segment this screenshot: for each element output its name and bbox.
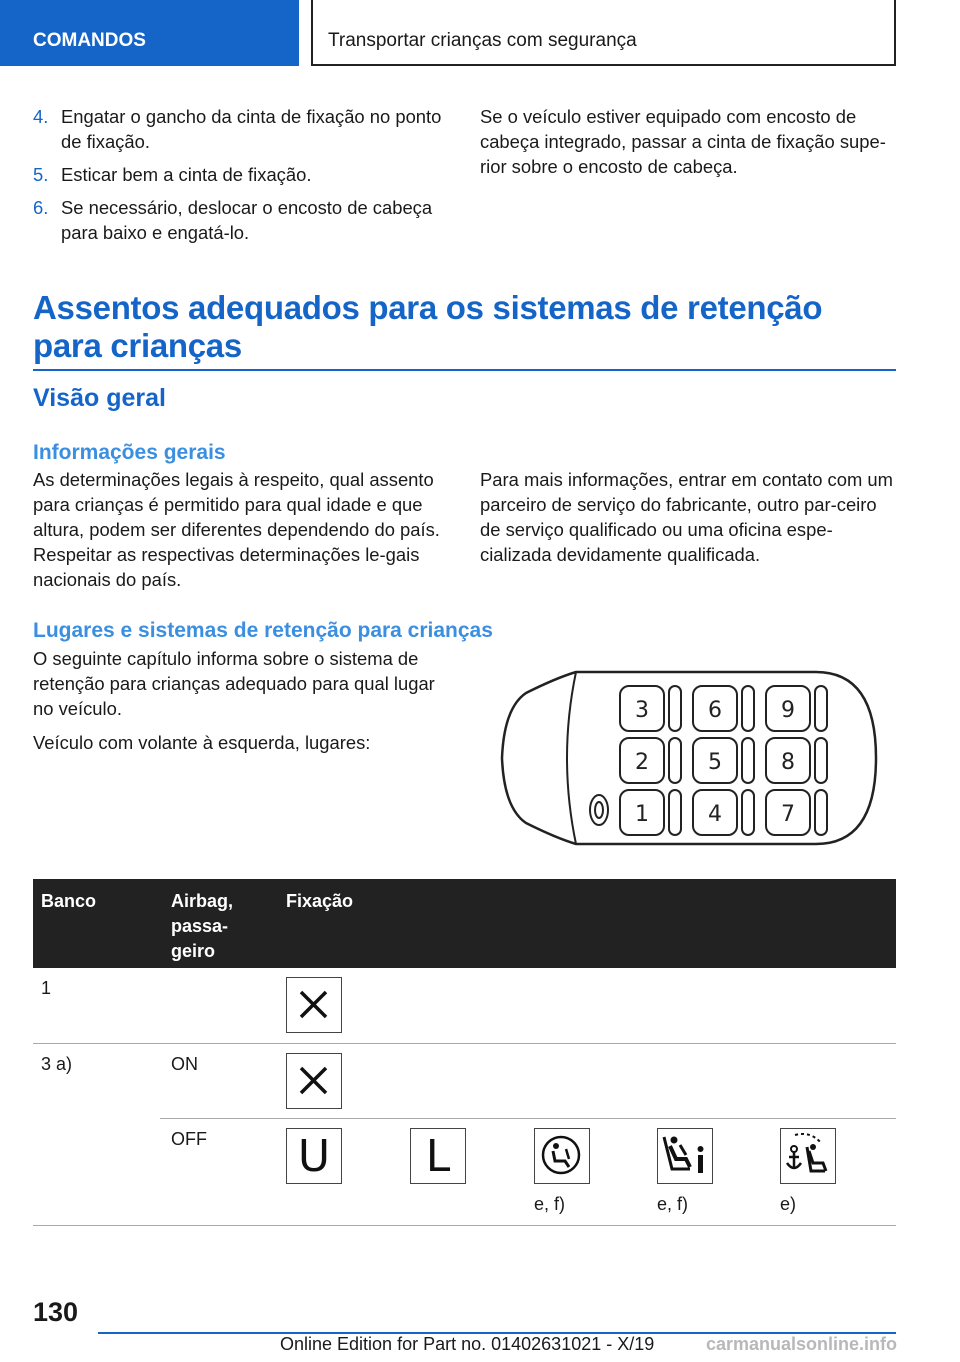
seat-label: 2 <box>635 750 649 775</box>
not-allowed-icon <box>286 977 342 1033</box>
airbag-cell: OFF <box>171 1129 207 1149</box>
watermark: carmanualsonline.info <box>706 1334 898 1354</box>
page-header-title: Transportar crianças com segurança <box>311 0 896 66</box>
info-general-left: As determinações legais à respeito, qual assento para crianças é permitido para qual idade e que altura, podem ser diferentes dependendo do país. Respeitar as respectivas determinações le-gais nacionais do país. <box>33 469 440 590</box>
step-item <box>33 162 453 187</box>
places-heading: Lugares e sistemas de retenção para crianças <box>33 619 493 642</box>
l-letter: L <box>425 1131 451 1182</box>
seat-label: 6 <box>708 698 722 723</box>
seat-label: 9 <box>781 698 795 723</box>
note-cell: e, f) <box>534 1194 566 1214</box>
note-cell: e, f) <box>657 1194 689 1214</box>
l-icon <box>410 1128 466 1184</box>
header-banco: Banco <box>41 891 97 911</box>
header-airbag: Airbag, passa-geiro <box>171 891 234 961</box>
places-para-2: Veículo com volante à esquerda, lugares: <box>33 732 371 753</box>
section-title: Assentos adequados para os sistemas de retenção para crianças <box>33 289 823 364</box>
places-para-1: O seguinte capítulo informa sobre o sistema de retenção para crianças adequado para qual lugar no veículo. <box>33 648 435 719</box>
anchor-seat-icon <box>780 1128 836 1184</box>
table-header <box>33 879 896 968</box>
seat-label: 3 <box>635 698 649 723</box>
airbag-cell: ON <box>171 1054 198 1074</box>
universal-letter: U <box>297 1131 331 1182</box>
section-divider <box>33 369 896 371</box>
table-row <box>33 968 896 1044</box>
seat-label: 1 <box>635 802 649 827</box>
seat-label: 4 <box>708 802 722 827</box>
steps-list <box>33 104 453 253</box>
step-item <box>33 104 453 154</box>
info-general-heading: Informações gerais <box>33 441 226 464</box>
section-tab: COMANDOS <box>0 0 299 66</box>
steering-wheel-icon <box>590 795 608 825</box>
seat-cell: 1 <box>41 978 52 998</box>
info-general-right: Para mais informações, entrar em contato com um parceiro de serviço do fabricante, outro par-ceiro de serviço qualificado ou uma oficina espe-cializada devidamente qualificada. <box>480 469 893 565</box>
table-row <box>41 1044 896 1119</box>
subsection-title: Visão geral <box>33 384 166 412</box>
step-item <box>33 195 453 245</box>
headrest-note: Se o veículo estiver equipado com encosto de cabeça integrado, passar a cinta de fixação supe-rior sobre o encosto de cabeça. <box>480 106 886 177</box>
step-number: 6. <box>33 197 49 218</box>
step-text: Engatar o gancho da cinta de fixação no ponto de fixação. <box>61 106 442 152</box>
seat-label: 5 <box>708 750 722 775</box>
seat-label: 7 <box>781 802 795 827</box>
i-size-icon <box>657 1128 713 1184</box>
universal-icon <box>286 1128 342 1184</box>
seat-layout-diagram <box>496 668 882 848</box>
step-text: Se necessário, deslocar o encosto de cabeça para baixo e engatá-lo. <box>61 197 433 243</box>
child-seat-table <box>33 879 896 1226</box>
isofix-seat-icon <box>534 1128 590 1184</box>
note-cell: e) <box>780 1194 797 1214</box>
edition-text: Online Edition for Part no. 01402631021 - X/19 <box>280 1334 655 1354</box>
table-row <box>33 1119 896 1226</box>
step-text: Esticar bem a cinta de fixação. <box>61 164 312 185</box>
page-number: 130 <box>33 1297 79 1327</box>
step-number: 5. <box>33 164 49 185</box>
step-number: 4. <box>33 106 49 127</box>
seat-cell: 3 a) <box>41 1054 73 1074</box>
header-fixacao: Fixação <box>286 891 354 911</box>
not-allowed-icon <box>286 1053 342 1109</box>
seat-label: 8 <box>781 750 795 775</box>
